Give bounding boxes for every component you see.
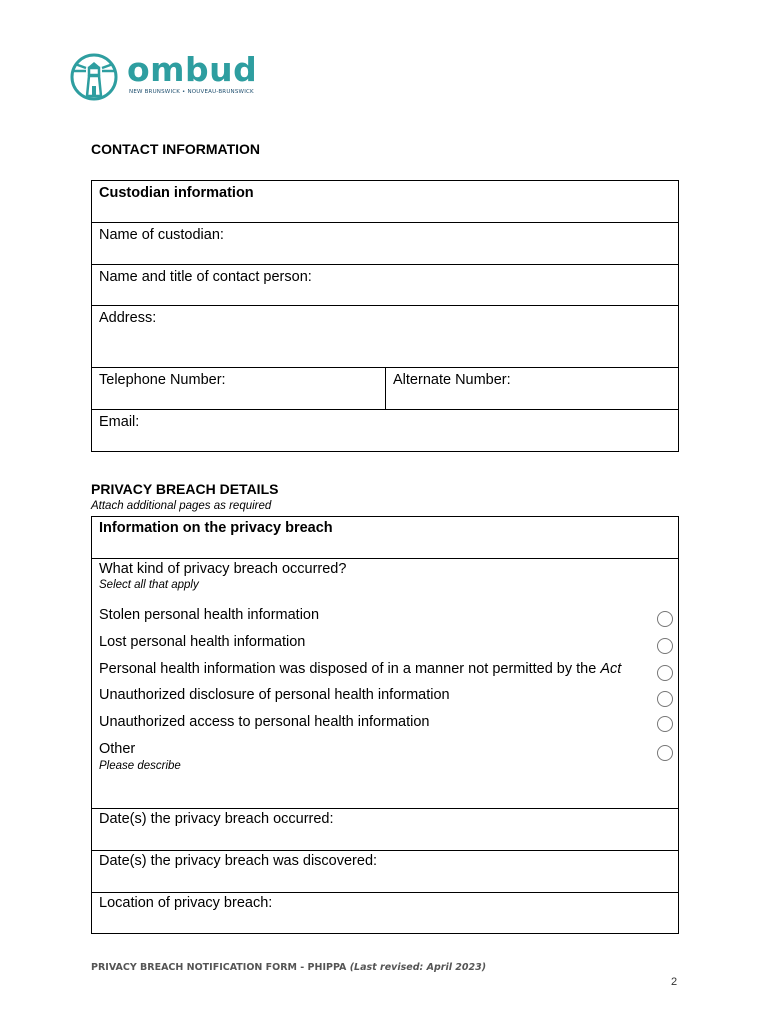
option-disposed-checkbox[interactable] bbox=[657, 665, 673, 681]
option-unauthorized-access-checkbox[interactable] bbox=[657, 716, 673, 732]
custodian-header: Custodian information bbox=[92, 181, 678, 223]
option-other: Other bbox=[99, 741, 136, 757]
lighthouse-icon bbox=[69, 52, 119, 102]
date-occurred-label: Date(s) the privacy breach occurred: bbox=[99, 811, 334, 827]
logo-subtitle: NEW BRUNSWICK • NOUVEAU-BRUNSWICK bbox=[129, 89, 254, 95]
option-unauthorized-access: Unauthorized access to personal health information bbox=[99, 714, 430, 730]
date-discovered-label: Date(s) the privacy breach was discovered: bbox=[99, 853, 378, 869]
location-label: Location of privacy breach: bbox=[99, 895, 273, 911]
alternate-number-label: Alternate Number: bbox=[393, 372, 511, 388]
breach-type-section bbox=[92, 559, 678, 809]
contact-person-label: Name and title of contact person: bbox=[99, 269, 312, 285]
logo-wordmark: ombud bbox=[127, 50, 258, 89]
footer-revised: (Last revised: April 2023) bbox=[349, 962, 487, 973]
date-occurred-field[interactable] bbox=[92, 809, 678, 851]
page-number: 2 bbox=[671, 976, 678, 988]
custodian-name-label: Name of custodian: bbox=[99, 227, 224, 243]
option-other-note: Please describe bbox=[99, 760, 181, 772]
option-disposed bbox=[99, 661, 621, 677]
phone-row bbox=[92, 368, 678, 410]
ombud-logo bbox=[69, 52, 269, 104]
option-lost: Lost personal health information bbox=[99, 634, 306, 650]
telephone-field[interactable] bbox=[92, 368, 386, 409]
email-field[interactable] bbox=[92, 410, 678, 451]
contact-table bbox=[91, 180, 679, 452]
page-footer bbox=[91, 962, 486, 973]
contact-section-title: CONTACT INFORMATION bbox=[91, 141, 261, 157]
email-label: Email: bbox=[99, 414, 140, 430]
breach-section-title: PRIVACY BREACH DETAILS bbox=[91, 481, 279, 497]
option-unauthorized-disclosure-checkbox[interactable] bbox=[657, 691, 673, 707]
footer-form-name: PRIVACY BREACH NOTIFICATION FORM - PHIPPA bbox=[91, 962, 347, 973]
address-label: Address: bbox=[99, 310, 157, 326]
option-stolen-checkbox[interactable] bbox=[657, 611, 673, 627]
option-other-checkbox[interactable] bbox=[657, 745, 673, 761]
option-unauthorized-disclosure: Unauthorized disclosure of personal health information bbox=[99, 687, 450, 703]
contact-person-field[interactable] bbox=[92, 265, 678, 306]
breach-type-question: What kind of privacy breach occurred? bbox=[99, 561, 347, 577]
location-field[interactable] bbox=[92, 893, 678, 933]
option-lost-checkbox[interactable] bbox=[657, 638, 673, 654]
option-disposed-text: Personal health information was disposed of in a manner not permitted by the bbox=[99, 661, 597, 677]
custodian-name-field[interactable] bbox=[92, 223, 678, 265]
breach-section-note: Attach additional pages as required bbox=[91, 500, 272, 512]
option-disposed-act: Act bbox=[600, 661, 622, 677]
telephone-label: Telephone Number: bbox=[99, 372, 226, 388]
breach-table bbox=[91, 516, 679, 934]
alternate-number-field[interactable] bbox=[386, 368, 678, 409]
date-discovered-field[interactable] bbox=[92, 851, 678, 893]
option-stolen: Stolen personal health information bbox=[99, 607, 320, 623]
breach-header: Information on the privacy breach bbox=[92, 517, 678, 559]
address-field[interactable] bbox=[92, 306, 678, 368]
breach-type-note: Select all that apply bbox=[99, 579, 199, 591]
